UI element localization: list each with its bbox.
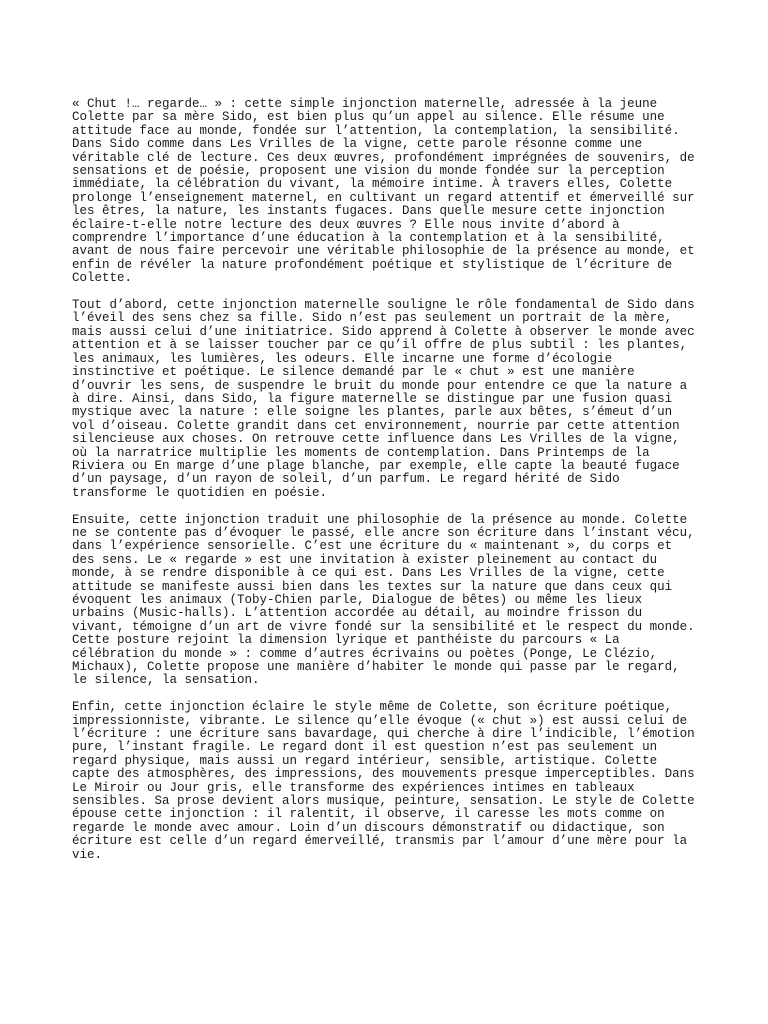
text-line: Ensuite, cette injonction traduit une philosophie de la présence au monde. Colette — [72, 512, 688, 527]
text-line: Riviera ou En marge d’une plage blanche, par exemple, elle capte la beauté fugace — [72, 458, 680, 473]
text-line: mystique avec la nature : elle soigne les plantes, parle aux bêtes, s’émeut d’un — [72, 405, 673, 420]
paragraph — [72, 98, 702, 286]
text-line: « Chut !… regarde… » : cette simple injonction maternelle, adressée à la jeune — [72, 97, 658, 111]
text-line: attitude face au monde, fondée sur l’attention, la contemplation, la sensibilité. — [72, 123, 680, 138]
text-line: prolonge l’enseignement maternel, en cultivant un regard attentif et émerveillé sur — [72, 190, 695, 205]
paragraph — [72, 701, 702, 862]
text-line: Le Miroir ou Jour gris, elle transforme des expériences intimes en tableaux — [72, 780, 635, 795]
text-line: l’éveil des sens chez sa fille. Sido n’est pas seulement un portrait de la mère, — [72, 311, 673, 326]
text-line: attitude se manifeste aussi bien dans les textes sur la nature que dans ceux qui — [72, 579, 673, 594]
text-line: à dire. Ainsi, dans Sido, la figure maternelle se distingue par une fusion quasi — [72, 391, 673, 406]
text-line: dans l’expérience sensorielle. C’est une écriture du « maintenant », du corps et — [72, 539, 673, 554]
text-line: célébration du monde » : comme d’autres écrivains ou poètes (Ponge, Le Clézio, — [72, 646, 658, 661]
text-line: comprendre l’importance d’une éducation à la contemplation et à la sensibilité, — [72, 231, 665, 246]
text-line: transforme le quotidien en poésie. — [72, 485, 328, 500]
text-line: d’un paysage, d’un rayon de soleil, d’un parfum. Le regard hérité de Sido — [72, 472, 620, 487]
paragraph — [72, 514, 702, 688]
text-line: pure, l’instant fragile. Le regard dont il est question n’est pas seulement un — [72, 740, 658, 755]
text-line: capte des atmosphères, des impressions, des mouvements presque imperceptibles. Dans — [72, 767, 695, 782]
text-line: éclaire-t-elle notre lecture des deux œuvres ? Elle nous invite d’abord à — [72, 217, 620, 232]
text-line: regarde le monde avec amour. Loin d’un discours démonstratif ou didactique, son — [72, 820, 665, 835]
text-line: le silence, la sensation. — [72, 673, 260, 688]
text-line: enfin de révéler la nature profondément poétique et stylistique de l’écriture de — [72, 257, 673, 272]
text-line: vie. — [72, 847, 103, 862]
text-line: Michaux), Colette propose une manière d’habiter le monde qui passe par le regard, — [72, 660, 680, 675]
text-line: des sens. Le « regarde » est une invitation à exister pleinement au contact du — [72, 552, 658, 567]
text-line: sensibles. Sa prose devient alors musique, peinture, sensation. Le style de Colette — [72, 794, 695, 809]
text-line: silencieuse aux choses. On retrouve cette influence dans Les Vrilles de la vigne, — [72, 432, 680, 447]
text-line: attention et à se laisser toucher par ce qu’il offre de plus subtil : les plantes, — [72, 338, 688, 353]
text-line: les animaux, les lumières, les odeurs. Elle incarne une forme d’écologie — [72, 351, 613, 366]
text-line: vivant, témoigne d’un art de vivre fondé sur la sensibilité et le respect du monde. — [72, 619, 695, 634]
text-line: vol d’oiseau. Colette grandit dans cet environnement, nourrie par cette attention — [72, 418, 680, 433]
text-line: véritable clé de lecture. Ces deux œuvres, profondément imprégnées de souvenirs, de — [72, 150, 695, 165]
text-line: d’ouvrir les sens, de suspendre le bruit du monde pour entendre ce que la nature a — [72, 378, 688, 393]
text-line: Colette. — [72, 271, 133, 286]
text-line: regard physique, mais aussi un regard intérieur, sensible, artistique. Colette — [72, 753, 658, 768]
text-line: où la narratrice multiplie les moments de contemplation. Dans Printemps de la — [72, 445, 650, 460]
text-line: les êtres, la nature, les instants fugaces. Dans quelle mesure cette injonction — [72, 204, 665, 219]
text-line: évoquent les animaux (Toby-Chien parle, Dialogue de bêtes) ou même les lieux — [72, 593, 643, 607]
text-line: épouse cette injonction : il ralentit, il observe, il caresse les mots comme on — [72, 807, 665, 822]
document-page — [72, 98, 702, 876]
text-line: Colette par sa mère Sido, est bien plus qu’un appel au silence. Elle résume une — [72, 110, 665, 125]
text-line: ne se contente pas d’évoquer le passé, elle ancre son écriture dans l’instant vécu, — [72, 525, 695, 540]
text-line: Tout d’abord, cette injonction maternelle souligne le rôle fondamental de Sido dans — [72, 298, 695, 313]
text-line: mais aussi celui d’une initiatrice. Sido apprend à Colette à observer le monde avec — [72, 324, 695, 339]
text-line: Dans Sido comme dans Les Vrilles de la vigne, cette parole résonne comme une — [72, 137, 643, 152]
text-line: sensations et de poésie, proposent une vision du monde fondée sur la perception — [72, 164, 665, 179]
text-line: immédiate, la célébration du vivant, la mémoire intime. À travers elles, Colette — [72, 177, 673, 192]
paragraph — [72, 299, 702, 500]
text-line: monde, à se rendre disponible à ce qui est. Dans Les Vrilles de la vigne, cette — [72, 566, 665, 581]
text-line: l’écriture : une écriture sans bavardage, qui cherche à dire l’indicible, l’émotion — [72, 727, 695, 742]
text-line: impressionniste, vibrante. Le silence qu’elle évoque (« chut ») est aussi celui de — [72, 713, 688, 728]
text-line: Cette posture rejoint la dimension lyrique et panthéiste du parcours « La — [72, 633, 620, 648]
text-line: instinctive et poétique. Le silence demandé par le « chut » est une manière — [72, 365, 635, 380]
text-line: urbains (Music-halls). L’attention accordée au détail, au moindre frisson du — [72, 606, 643, 621]
text-line: Enfin, cette injonction éclaire le style même de Colette, son écriture poétique, — [72, 700, 673, 715]
text-line: avant de nous faire percevoir une véritable philosophie de la présence au monde, et — [72, 244, 695, 259]
text-line: écriture est celle d’un regard émerveillé, transmis par l’amour d’une mère pour la — [72, 834, 688, 849]
